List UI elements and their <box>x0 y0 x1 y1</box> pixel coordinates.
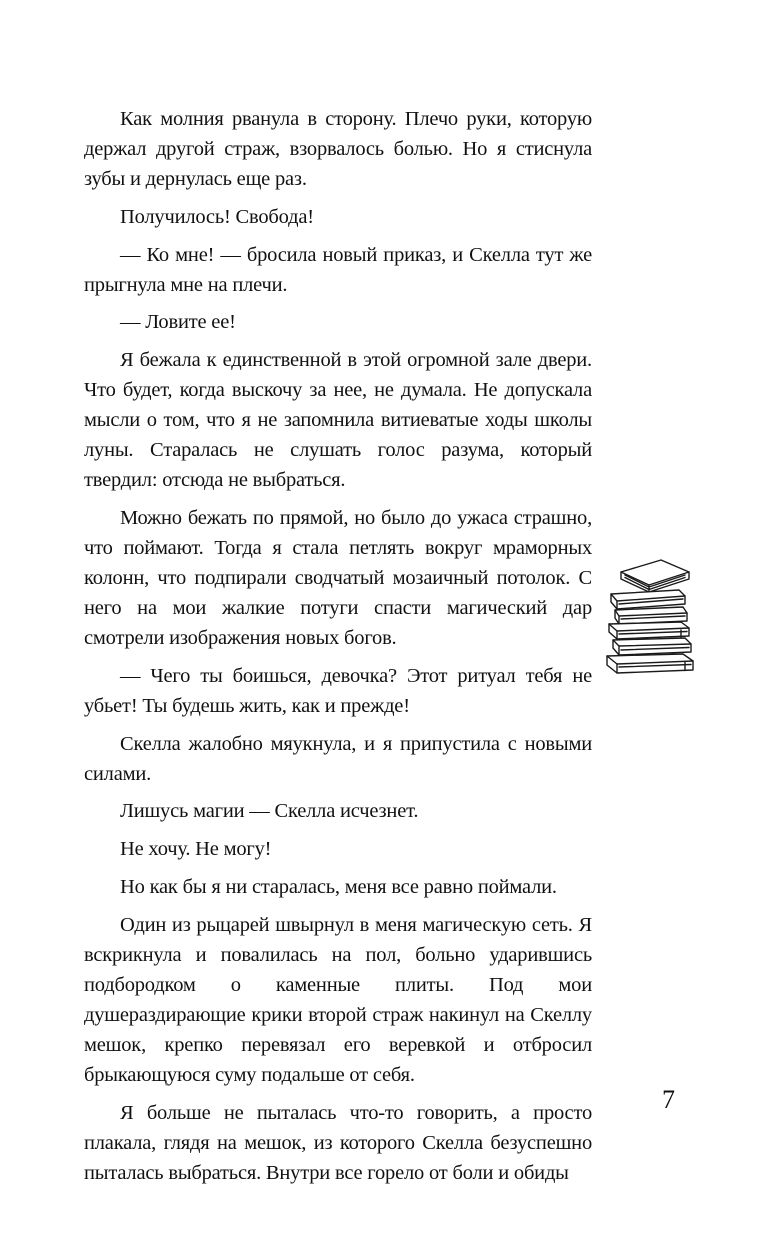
book-bottom <box>607 654 693 673</box>
book-5 <box>613 638 691 655</box>
paragraph: Как молния рванула в сторону. Плечо руки, которую держал другой страж, взорвалось болью. Но я стиснула зубы и дернулась еще раз. <box>84 108 592 190</box>
paragraph: Получилось! Свобода! <box>120 205 314 228</box>
paragraph: Скелла жалобно мяукнула, и я припустила с новыми силами. <box>84 732 592 785</box>
book-2 <box>611 590 685 609</box>
page-number: 7 <box>662 1085 675 1114</box>
book-top <box>621 560 689 592</box>
paragraph: Один из рыцарей швырнул в меня магическую сеть. Я вскрикнула и повалилась на пол, больно ударившись подбородком о каменные плиты. Под мои душераздирающие крики второй страж накинул на Скеллу мешок, крепко перевязал его веревкой и отбросил брыкающуюся суму подальше от себя. <box>84 913 592 1086</box>
paragraph: Я бежала к единственной в этой огромной зале двери. Что будет, когда выскочу за нее, не думала. Не допускала мысли о том, что я не запомнила витиеватые ходы школы луны. Старалась не слушать голос разума, который твердил: отсюда не выбраться. <box>84 349 592 492</box>
paragraph: Но как бы я ни старалась, меня все равно поймали. <box>120 875 557 898</box>
paragraph: — Чего ты боишься, девочка? Этот ритуал тебя не убьет! Ты будешь жить, как и прежде! <box>84 664 592 717</box>
paragraph: — Ко мне! — бросила новый приказ, и Скелла тут же прыгнула мне на плечи. <box>84 243 592 296</box>
paragraph: Можно бежать по прямой, но было до ужаса страшно, что поймают. Тогда я стала петлять вокруг мраморных колонн, что подпирали сводчатый мозаичный потолок. С него на мои жалкие потуги спасти магический дар смотрели изображения новых богов. <box>84 506 592 649</box>
book-4 <box>609 622 689 639</box>
book-stack-icon <box>603 558 699 678</box>
body-text <box>84 104 592 1195</box>
paragraph: Лишусь магии — Скелла исчезнет. <box>120 800 419 823</box>
paragraph: Не хочу. Не могу! <box>120 838 272 861</box>
paragraph: Я больше не пыталась что-то говорить, а просто плакала, глядя на мешок, из которого Скелла безуспешно пыталась выбраться. Внутри все горело от боли и обиды <box>84 1101 592 1184</box>
paragraph: — Ловите ее! <box>120 311 236 334</box>
